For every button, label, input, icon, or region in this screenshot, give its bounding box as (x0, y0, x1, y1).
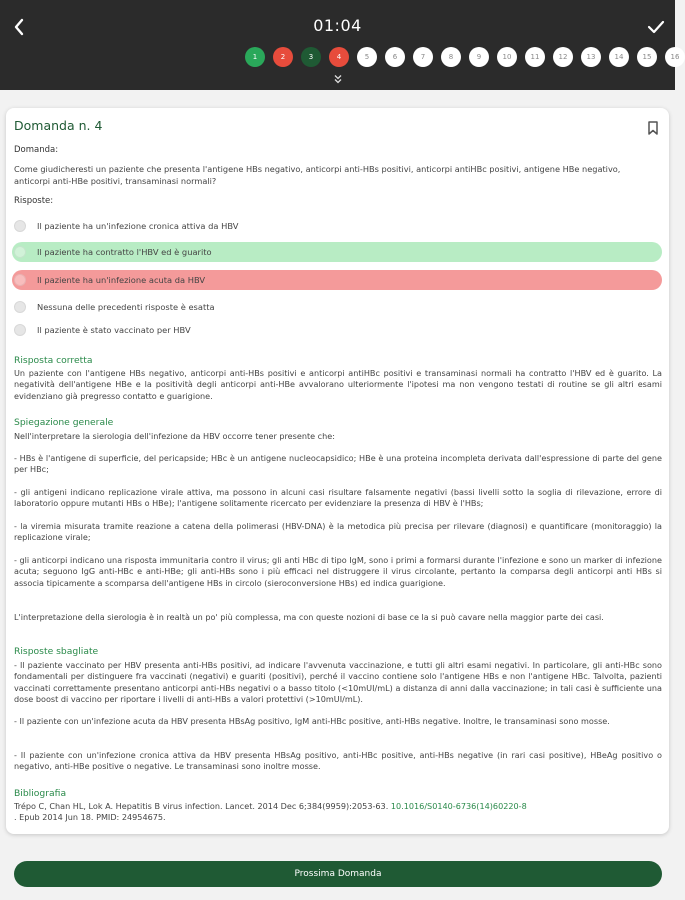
explanation-paragraph: - la viremia misurata tramite reazione a catena della polimerasi (HBV-DNA) è la metodica più precisa per rilevare (diagnosi) e quantificare (monitoraggio) la replicazione virale; (14, 521, 662, 543)
question-nav-item[interactable]: 6 (385, 47, 405, 67)
doi-link[interactable]: 10.1016/S0140-6736(14)60220-8 (390, 801, 527, 811)
answer-text: Il paziente ha contratto l'HBV ed è guarito (37, 247, 212, 257)
explanation-paragraph: L'interpretazione della sierologia è in realtà un po' più complessa, ma con queste nozioni di base ce la si può cavare nella maggior parte dei casi. (14, 612, 604, 622)
domanda-label: Domanda: (14, 145, 59, 155)
question-nav-item[interactable]: 8 (441, 47, 461, 67)
answer-option[interactable] (12, 297, 662, 317)
radio-button[interactable] (14, 220, 26, 232)
finish-button[interactable] (643, 14, 669, 40)
question-nav-item[interactable]: 14 (609, 47, 629, 67)
explanation-paragraph: - gli antigeni indicano replicazione virale attiva, ma possono in alcuni casi risultare falsamente negativi (bassi livelli sotto la soglia di rilevazione, errore di laboratorio oppure mutanti HBs o HBe); l'antigene solitamente ricercato per evidenziare la presenza di HBV è l'HBs; (14, 487, 662, 509)
answer-text: Nessuna delle precedenti risposte è esatta (37, 302, 215, 312)
question-nav-item[interactable]: 4 (329, 47, 349, 67)
question-nav-item[interactable]: 1 (245, 47, 265, 67)
radio-button[interactable] (14, 301, 26, 313)
answer-option-correct[interactable] (12, 242, 662, 262)
top-bar (0, 0, 680, 90)
correct-answer-heading: Risposta corretta (14, 355, 93, 366)
wrong-answers-paragraph: - Il paziente con un'infezione cronica attiva da HBV presenta HBsAg positivo, anti-HBc positive, anti-HBs negative (in rari casi positive), HBeAg positivo o negativo, anti-HBe positive o negative. Le transaminasi sono inoltre mosse. (14, 750, 662, 772)
question-nav-item[interactable]: 5 (357, 47, 377, 67)
explanation-heading: Spiegazione generale (14, 417, 114, 428)
wrong-answers-paragraph: - Il paziente vaccinato per HBV presenta anti-HBs positivi, ad indicare l'avvenuta vaccinazione, e tutti gli altri esami negativi. In particolare, gli anti-HBc sono fondamentali per distinguere fra vaccinati (negativi) e guariti (positivi), perché il vaccino contiene solo l'antigene HBs e non l'antigene HBc. Talvolta, pazienti vaccinati correttamente presentano anticorpi anti-HBs negativi o a basso titolo (<10mUI/mL) a distanza di anni dalla vaccinazione; in tali casi è sufficiente una dose boost di vaccino per riportare i livelli di anti-HBs a valori protettivi (>10mUI/mL). (14, 660, 662, 704)
answer-option[interactable] (12, 216, 662, 236)
radio-button[interactable] (14, 246, 26, 258)
question-nav-item[interactable]: 12 (553, 47, 573, 67)
question-nav-item[interactable]: 15 (637, 47, 657, 67)
expand-button[interactable] (331, 72, 345, 86)
question-text: Come giudicheresti un paziente che presenta l'antigene HBs negativo, anticorpi anti-HBs positivi, anticorpi antiHBc positivi, antigene HBe negativo, anticorpi anti-HBe positivi, transaminasi normali? (14, 164, 621, 186)
answer-text: Il paziente ha un'infezione acuta da HBV (37, 275, 206, 285)
double-chevron-down-icon (333, 74, 343, 84)
question-nav-item[interactable]: 13 (581, 47, 601, 67)
wrong-answers-heading: Risposte sbagliate (14, 646, 99, 657)
timer: 01:04 (313, 16, 362, 35)
explanation-paragraph: - gli anticorpi indicano una risposta immunitaria contro il virus; gli anti HBc di tipo IgM, sono i primi a formarsi durante l'infezione e sono un marker di infezione acuta; seguono IgG anti-HBc e anti-HBe; gli anti-HBs sono i più efficaci nel distruggere il virus circolante, pertanto la comparsa degli anticorpi anti HBs si associa tipicamente a scomparsa dell'antigene HBs in circolo (sieroconversione HBs) ed indica guarigione. (14, 555, 662, 588)
answer-text: Il paziente ha un'infezione cronica attiva da HBV (37, 221, 239, 231)
question-nav-item[interactable]: 16 (665, 47, 685, 67)
question-nav-item[interactable]: 9 (469, 47, 489, 67)
bibliography-text (14, 801, 662, 824)
explanation-paragraph: - HBs è l'antigene di superficie, del pericapside; HBc è un antigene nucleocapsidico; HBe è una proteina incompleta derivata dall'espressione di parte del gene per HBc; (14, 453, 662, 475)
correct-answer-text: Un paziente con l'antigene HBs negativo, anticorpi anti-HBs positivi e anticorpi antiHBc positivi e transaminasi normali ha contratto l'HBV ed è guarito. La negatività dell'antigene HBe e la positività degli anticorpi anti-HBe avvalorano ulteriormente l'ipotesi ma non vengono testati di routine se gli altri esami evidenziano già pregresso contatto e guarigione. (14, 368, 662, 401)
answer-option[interactable] (12, 320, 662, 340)
answer-text: Il paziente è stato vaccinato per HBV (37, 325, 191, 335)
question-nav-item[interactable]: 11 (525, 47, 545, 67)
question-nav-item[interactable]: 10 (497, 47, 517, 67)
question-title: Domanda n. 4 (14, 118, 103, 133)
bookmark-button[interactable] (647, 120, 659, 134)
question-card (6, 108, 669, 834)
bibliography-heading: Bibliografia (14, 788, 67, 799)
question-navigator (245, 47, 680, 69)
radio-button[interactable] (14, 324, 26, 336)
bookmark-icon (647, 121, 659, 135)
checkmark-icon (647, 20, 665, 34)
question-nav-item[interactable]: 3 (301, 47, 321, 67)
question-nav-item[interactable]: 2 (273, 47, 293, 67)
explanation-paragraph: Nell'interpretare la sierologia dell'infezione da HBV occorre tener presente che: (14, 431, 335, 441)
answer-option-wrong[interactable] (12, 270, 662, 290)
question-nav-item[interactable]: 7 (413, 47, 433, 67)
wrong-answers-paragraph: - Il paziente con un'infezione acuta da HBV presenta HBsAg positivo, IgM anti-HBc positive, anti-HBs negative. Inoltre, le transaminasi sono mosse. (14, 716, 610, 726)
bibliography-epub: . Epub 2014 Jun 18. PMID: 24954675. (14, 812, 166, 823)
risposte-label: Risposte: (14, 196, 54, 206)
radio-button[interactable] (14, 274, 26, 286)
bibliography-reference: Trépo C, Chan HL, Lok A. Hepatitis B virus infection. Lancet. 2014 Dec 6;384(9959):2053-63. (14, 801, 389, 811)
next-question-button[interactable]: Prossima Domanda (14, 861, 662, 887)
